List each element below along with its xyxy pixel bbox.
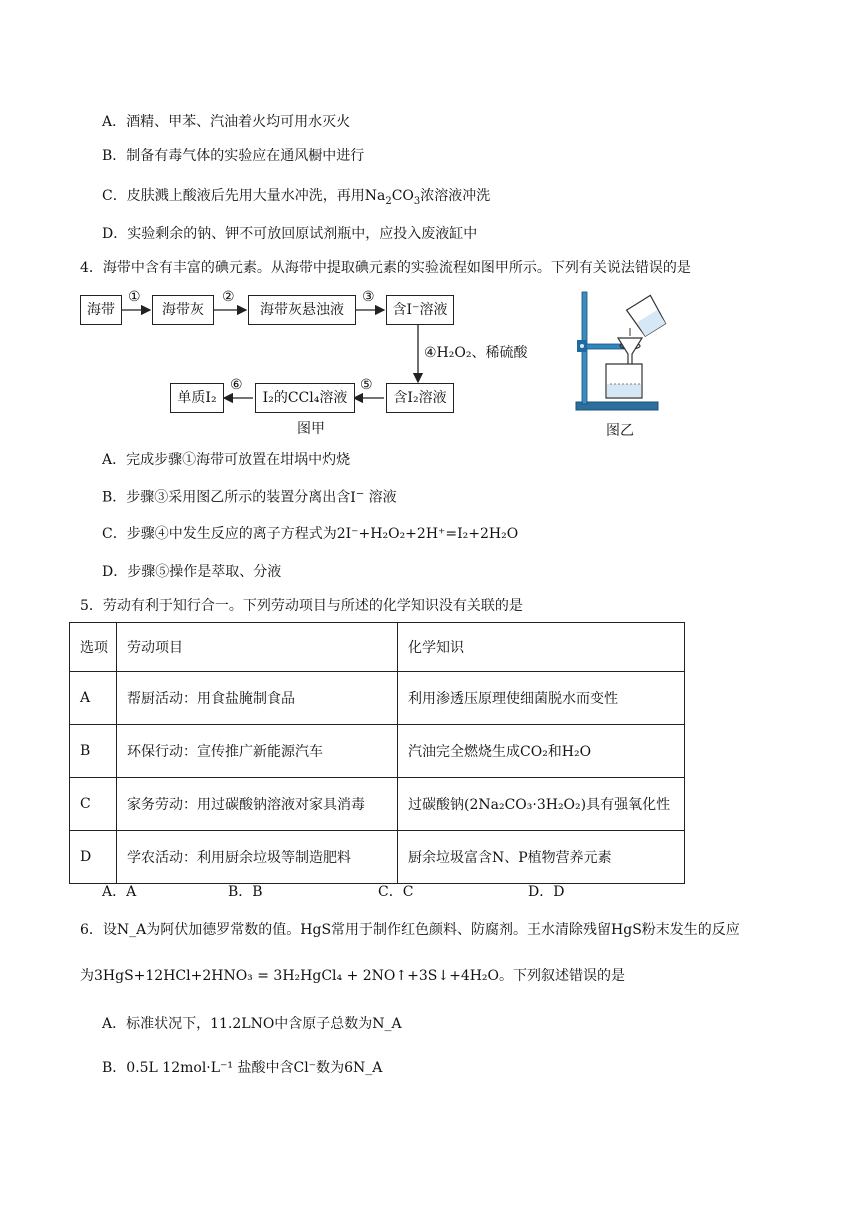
q5-answer-b: B．B	[228, 884, 263, 900]
q5-answer-a: A．A	[102, 884, 137, 900]
q4-option-a: A．完成步骤①海带可放置在坩埚中灼烧	[102, 452, 351, 468]
table-row	[70, 831, 685, 884]
step-2-label: ②	[222, 289, 235, 305]
table-cell: A	[70, 672, 117, 725]
table-cell: 学农活动：利用厨余垃圾等制造肥料	[117, 831, 398, 884]
q4-option-b-ion: I−	[350, 488, 365, 506]
table-row	[70, 725, 685, 778]
q5-table	[69, 622, 685, 884]
flow-box-elemental-iodine: 单质I₂	[170, 383, 224, 413]
table-cell: D	[70, 831, 117, 884]
table-cell: 帮厨活动：用食盐腌制食品	[117, 672, 398, 725]
table-header-cell: 化学知识	[398, 623, 685, 672]
table-cell: 过碳酸钠(2Na₂CO₃·3H₂O₂)具有强氧化性	[398, 778, 685, 831]
step-5-label: ⑤	[360, 377, 373, 393]
table-header-cell: 选项	[70, 623, 117, 672]
flow-box-xuanzhuoye: 海带灰悬浊液	[248, 295, 356, 325]
step-4-label: ④H₂O₂、稀硫酸	[424, 345, 528, 361]
table-cell: B	[70, 725, 117, 778]
q3-option-c-formula: $Na_2CO_3$	[364, 188, 421, 207]
q5-answer-d: D．D	[528, 884, 565, 900]
q6-stem-line1: 6．设N_A为阿伏加德罗常数的值。HgS常用于制作红色颜料、防腐剂。王水清除残留HgS粉末发生的反应	[80, 922, 740, 938]
table-cell: 环保行动：宣传推广新能源汽车	[117, 725, 398, 778]
q4-option-b	[102, 484, 397, 508]
filtration-apparatus-drawing	[570, 288, 690, 416]
figure-b-caption: 图乙	[606, 423, 634, 439]
flow-box-iodine-solution: 含I₂溶液	[386, 383, 454, 413]
q3-option-b: B．制备有毒气体的实验应在通风橱中进行	[102, 148, 365, 164]
q3-option-d: D．实验剩余的钠、钾不可放回原试剂瓶中，应投入废液缸中	[102, 226, 478, 242]
q4-option-b-pre: B．步骤③采用图乙所示的装置分离出含	[102, 489, 351, 506]
q4-option-d: D．步骤⑤操作是萃取、分液	[102, 564, 282, 580]
q6-stem-line2: 为3HgS+12HCl+2HNO₃ = 3H₂HgCl₄ + 2NO↑+3S↓+4H₂O。下列叙述错误的是	[80, 968, 626, 984]
table-cell: 利用渗透压原理使细菌脱水而变性	[398, 672, 685, 725]
figure-a-caption: 图甲	[297, 421, 325, 437]
table-row	[70, 672, 685, 725]
q3-option-c-pre: C．皮肤溅上酸液后先用大量水冲洗，再用	[102, 188, 365, 204]
flow-arrows	[0, 0, 860, 440]
table-cell: 汽油完全燃烧生成CO₂和H₂O	[398, 725, 685, 778]
q5-stem: 5．劳动有利于知行合一。下列劳动项目与所述的化学知识没有关联的是	[80, 598, 523, 614]
flow-box-ccl4-solution: I₂的CCl₄溶液	[255, 383, 355, 413]
q5-answer-c: C．C	[378, 884, 414, 900]
table-header-row	[70, 623, 685, 672]
table-row	[70, 778, 685, 831]
flow-box-haidai: 海带	[80, 295, 122, 325]
q4-option-c: C．步骤④中发生反应的离子方程式为2I⁻+H₂O₂+2H⁺=I₂+2H₂O	[102, 526, 519, 542]
q6-option-b: B．0.5L 12mol·L⁻¹ 盐酸中含Cl⁻数为6N_A	[102, 1060, 383, 1076]
flow-box-haidaihui: 海带灰	[152, 295, 214, 325]
q3-option-c-post: 浓溶液冲洗	[420, 188, 491, 204]
flow-box-iodide-solution: 含I⁻溶液	[386, 295, 454, 325]
q6-option-a: A．标准状况下，11.2LNO中含原子总数为N_A	[102, 1016, 402, 1032]
step-3-label: ③	[362, 289, 375, 305]
table-header-cell: 劳动项目	[117, 623, 398, 672]
table-cell: 家务劳动：用过碳酸钠溶液对家具消毒	[117, 778, 398, 831]
q5-answer-options	[102, 882, 564, 902]
table-cell: C	[70, 778, 117, 831]
step-6-label: ⑥	[230, 377, 243, 393]
q4-option-b-post: 溶液	[368, 489, 397, 506]
table-cell: 厨余垃圾富含N、P植物营养元素	[398, 831, 685, 884]
step-1-label: ①	[128, 289, 141, 305]
q4-stem: 4．海带中含有丰富的碘元素。从海带中提取碘元素的实验流程如图甲所示。下列有关说法错误的是	[80, 260, 691, 276]
q3-option-a: A．酒精、甲苯、汽油着火均可用水灭火	[102, 114, 351, 130]
